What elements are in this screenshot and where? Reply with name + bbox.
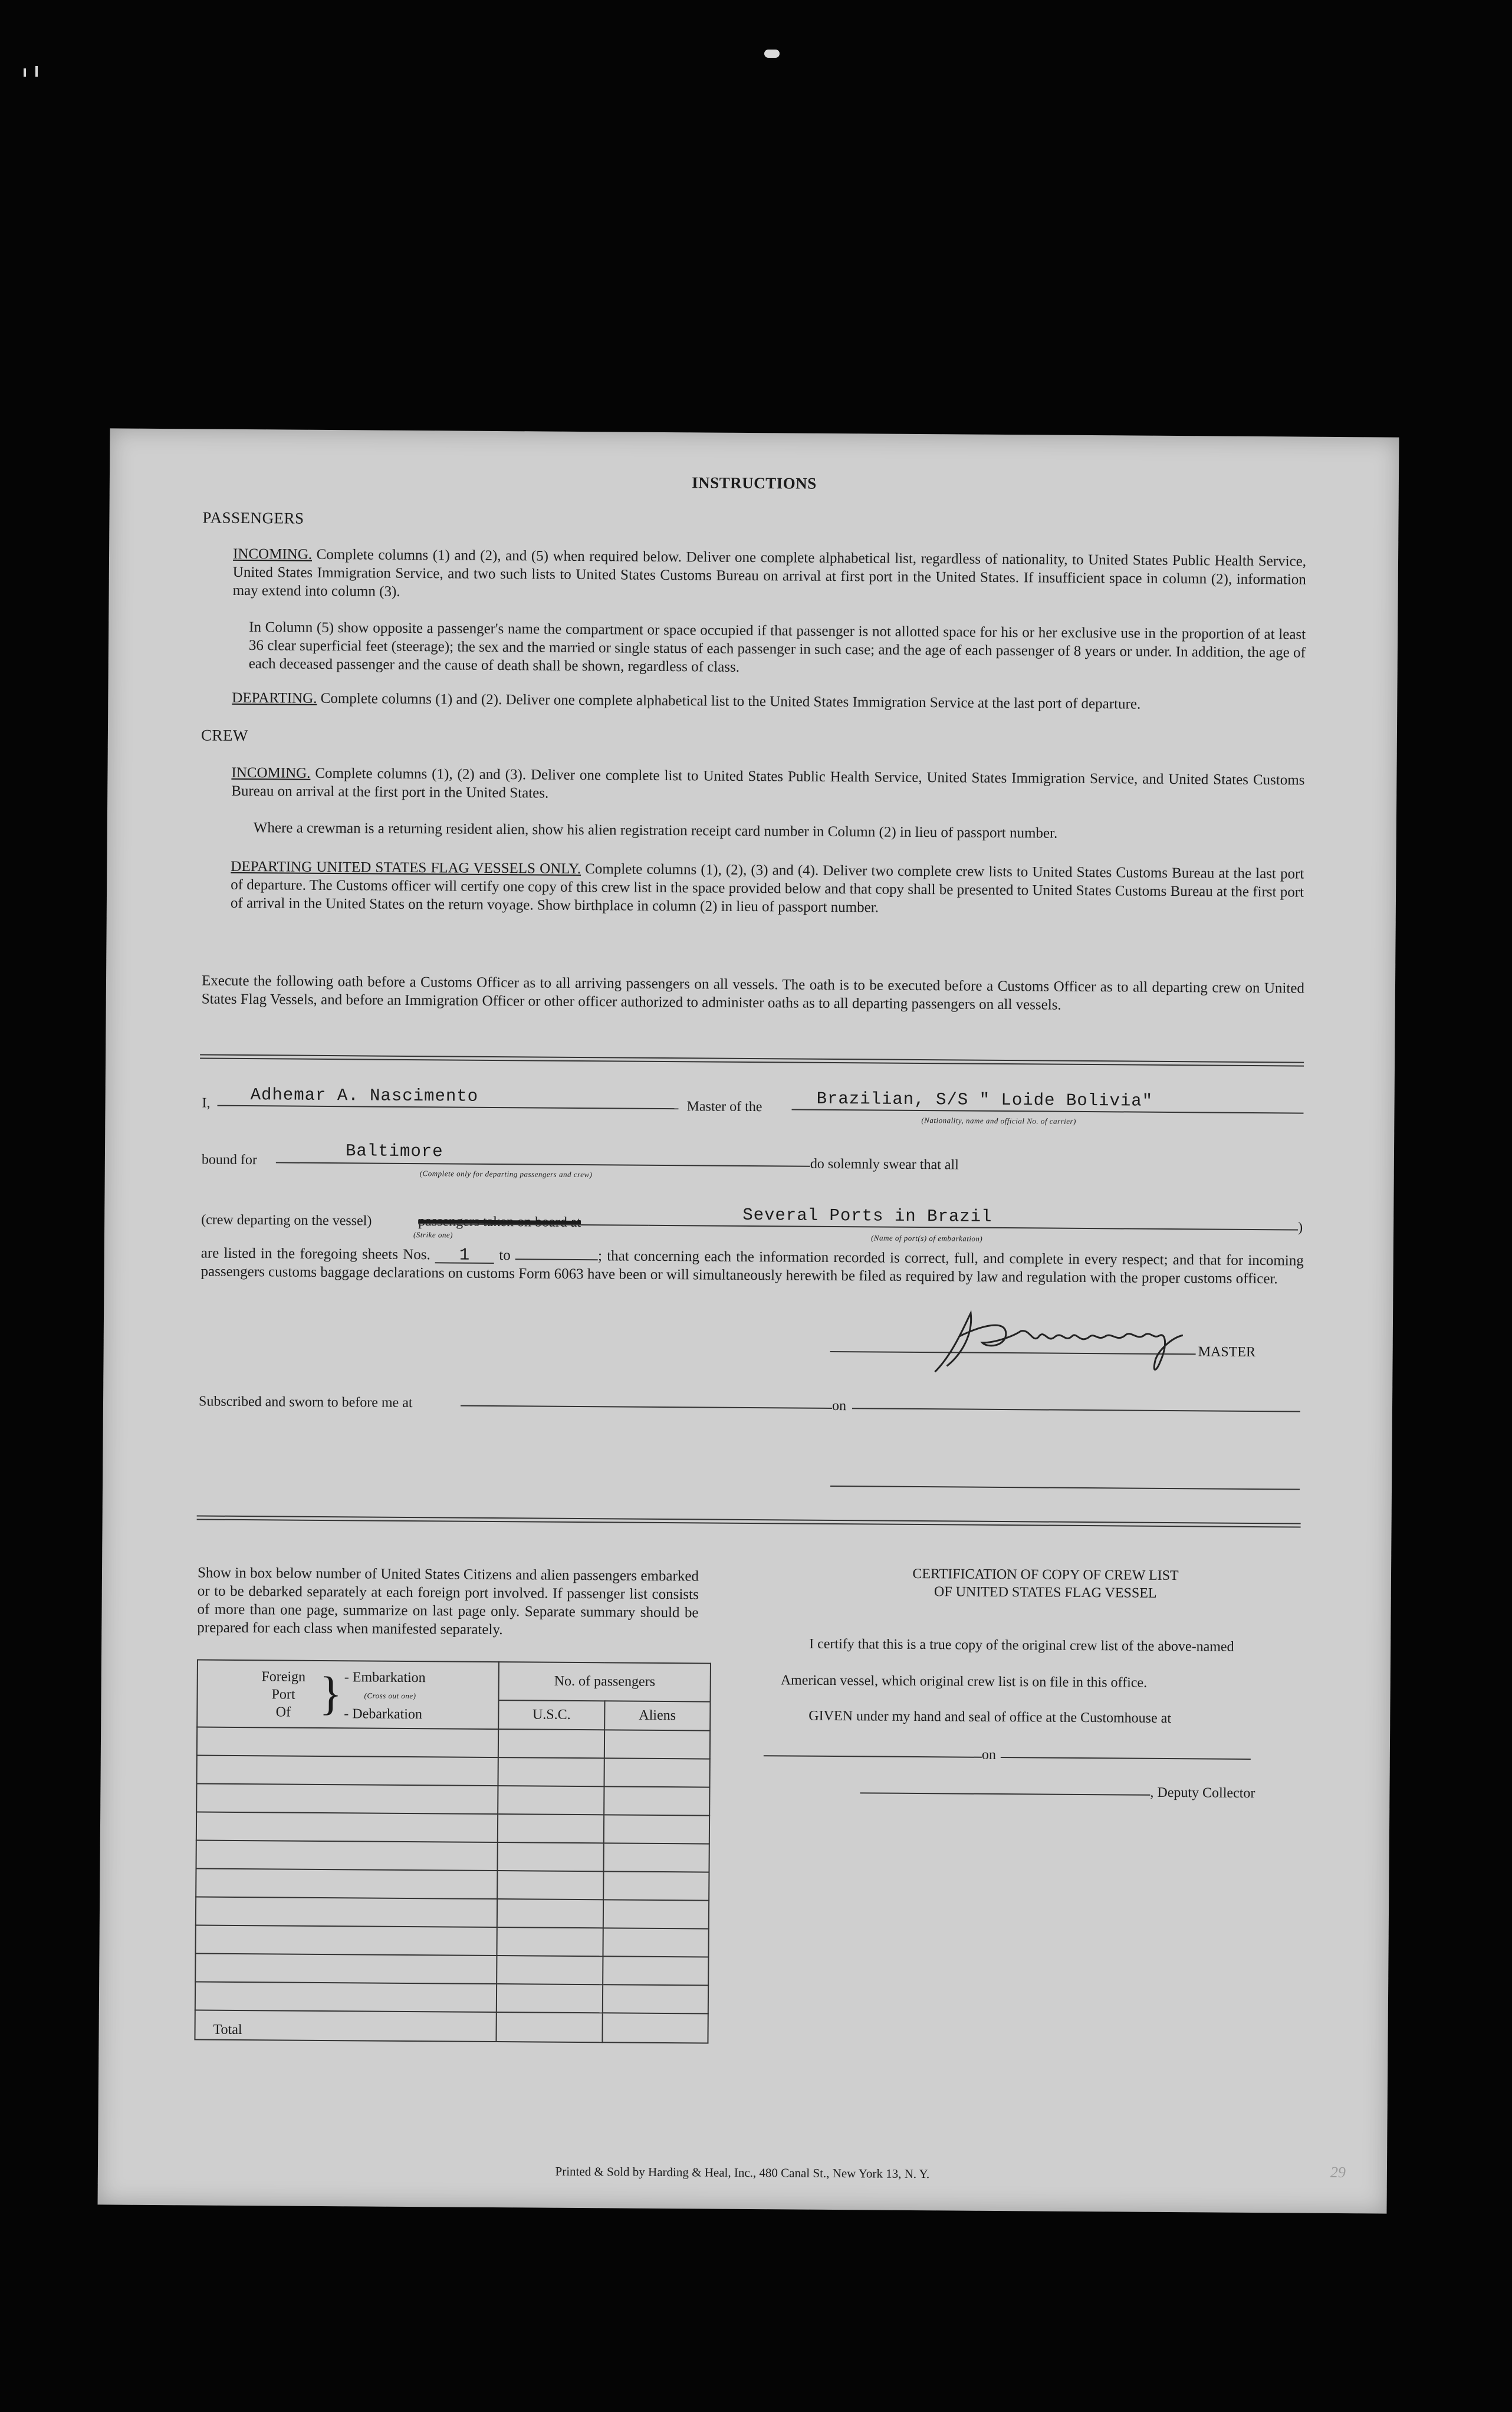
film-speck bbox=[35, 66, 38, 77]
foreign-port-header bbox=[197, 1660, 499, 1729]
usc-cell bbox=[497, 1899, 603, 1928]
usc-cell bbox=[497, 1927, 603, 1956]
header-foreign: Foreign bbox=[261, 1669, 306, 1685]
aliens-cell bbox=[604, 1786, 710, 1815]
certification-title-line2: OF UNITED STATES FLAG VESSEL bbox=[934, 1584, 1157, 1601]
table-row bbox=[196, 1812, 709, 1843]
destination-line bbox=[276, 1162, 810, 1166]
sheet-from-value: 1 bbox=[435, 1248, 494, 1264]
header-cross-out: (Cross out one) bbox=[364, 1691, 416, 1701]
subscribed-label: Subscribed and sworn to before me at bbox=[198, 1394, 413, 1411]
sheet-to-label: to bbox=[499, 1247, 511, 1264]
printer-footer: Printed & Sold by Harding & Heal, Inc., 480 Canal St., New York 13, N. Y. bbox=[555, 2164, 930, 2181]
master-signature bbox=[917, 1301, 1201, 1379]
port-cell bbox=[196, 1897, 498, 1927]
aliens-cell bbox=[604, 1815, 710, 1843]
table-row bbox=[196, 1783, 709, 1815]
crew-departing-option: (crew departing on the vessel) bbox=[201, 1212, 372, 1229]
passengers-departing-text: Complete columns (1) and (2). Deliver one complete alphabetical list to the United States Immigration Service at the last port of departure. bbox=[320, 690, 1141, 712]
passenger-summary-table bbox=[194, 1659, 711, 2043]
oath-i-label: I, bbox=[202, 1095, 211, 1111]
sheets-text: ; that concerning each the information recorded is correct, full, and complete in every respect; and that for incoming passengers customs baggage declarations on customs Form 6063 have been or will simultaneously herewith be filed as required by law and regulation with the proper customs officer. bbox=[200, 1248, 1304, 1287]
subscribed-place-line bbox=[461, 1405, 832, 1409]
certification-title-line1: CERTIFICATION OF COPY OF CREW LIST bbox=[912, 1566, 1179, 1584]
aliens-cell bbox=[603, 1956, 709, 1985]
crew-incoming-paragraph bbox=[231, 764, 1304, 808]
master-name-value: Adhemar A. Nascimento bbox=[250, 1085, 479, 1106]
crew-incoming-text: Complete columns (1), (2) and (3). Deliver one complete list to United States Public Health Service, United States Immigration Service, and United States Customs Bureau on arrival at the first port in the United States. bbox=[231, 765, 1305, 801]
passengers-departing-label: DEPARTING. bbox=[232, 689, 317, 706]
passengers-incoming-text: Complete columns (1) and (2), and (5) when required below. Deliver one complete alphabetical list, regardless of nationality, to United States Public Health Service, United States Immigration Service, and two such lists to United States Customs Bureau on arrival at first port in the United States. If insufficient space in column (2), information may extend into column (3). bbox=[232, 546, 1307, 600]
port-cell bbox=[196, 1783, 498, 1814]
certification-on-label: on bbox=[981, 1747, 996, 1763]
certification-text3: GIVEN under my hand and seal of office at the Customhouse at bbox=[808, 1708, 1172, 1727]
oath-intro-paragraph: Execute the following oath before a Customs Officer as to all arriving passengers on all vessels. The oath is to be executed before a Customs Officer as to all departing crew on United States Flag Vessels, and before an Immigration Officer or other officer authorized to administer oaths as to all departing passengers on all vessels. bbox=[201, 972, 1305, 1013]
aliens-cell bbox=[603, 1928, 709, 1957]
struck-passengers-option: passengers taken on board at bbox=[418, 1214, 581, 1231]
deputy-collector-line bbox=[860, 1792, 1150, 1795]
usc-cell bbox=[498, 1757, 604, 1786]
crew-departing-paragraph bbox=[231, 857, 1304, 920]
port-cell bbox=[196, 1868, 498, 1899]
aliens-cell bbox=[603, 1871, 709, 1900]
table-row bbox=[196, 1897, 709, 1928]
total-aliens-cell bbox=[602, 2013, 708, 2043]
ports-caption: (Name of port(s) of embarkation) bbox=[870, 1233, 983, 1243]
certification-text1: I certify that this is a true copy of the original crew list of the above-named bbox=[809, 1636, 1234, 1655]
usc-cell bbox=[498, 1871, 604, 1900]
header-aliens: Aliens bbox=[604, 1701, 711, 1730]
aliens-cell bbox=[604, 1730, 711, 1759]
header-embarkation: - Embarkation bbox=[344, 1670, 426, 1686]
usc-cell bbox=[498, 1729, 604, 1758]
aliens-cell bbox=[603, 1900, 709, 1928]
summary-instructions: Show in box below number of United States Citizens and alien passengers embarked or to be debarked separately at each foreign port involved. If passenger list consists of more than one page, summarize on last page only. Separate summary should be prepared for each class when manifested separately. bbox=[197, 1565, 699, 1638]
aliens-cell bbox=[602, 1984, 708, 2013]
header-usc: U.S.C. bbox=[499, 1700, 605, 1730]
officer-signature-line bbox=[830, 1486, 1300, 1490]
crew-incoming-label: INCOMING. bbox=[231, 764, 311, 781]
passengers-incoming-label: INCOMING. bbox=[232, 546, 313, 563]
usc-cell bbox=[498, 1786, 604, 1815]
section-divider-2 bbox=[197, 1515, 1301, 1527]
crew-list-form-page bbox=[98, 428, 1399, 2213]
film-speck bbox=[24, 68, 26, 77]
usc-cell bbox=[498, 1842, 604, 1871]
usc-cell bbox=[498, 1814, 604, 1843]
total-row bbox=[195, 2010, 708, 2043]
subscribed-date-line bbox=[852, 1408, 1300, 1412]
master-of-label: Master of the bbox=[686, 1099, 762, 1115]
aliens-cell bbox=[603, 1843, 709, 1872]
close-paren: ) bbox=[1298, 1220, 1303, 1235]
port-cell bbox=[195, 1981, 497, 2012]
sheets-paragraph bbox=[200, 1244, 1303, 1289]
customhouse-place-line bbox=[764, 1755, 982, 1758]
table-row bbox=[197, 1727, 710, 1759]
vessel-caption: (Nationality, name and official No. of carrier) bbox=[921, 1116, 1076, 1126]
port-cell bbox=[196, 1840, 498, 1871]
port-cell bbox=[197, 1727, 499, 1757]
column5-paragraph: In Column (5) show opposite a passenger's name the compartment or space occupied if that passenger is not allotted space for his or her exclusive use in the proportion of at least 36 clear superficial feet (steerage); the sex and the married or single status of each passenger in such case; and the age of each passenger of 8 years or under. In addition, the age of each deceased passenger and the cause of death shall be shown, regardless of class. bbox=[248, 619, 1306, 675]
page-mark: 29 bbox=[1330, 2163, 1346, 2181]
deputy-collector-label: , Deputy Collector bbox=[1150, 1785, 1255, 1802]
section-divider bbox=[200, 1054, 1304, 1066]
sheets-label: are listed in the foregoing sheets Nos. bbox=[200, 1245, 430, 1263]
master-label: MASTER bbox=[1198, 1344, 1256, 1361]
port-cell bbox=[195, 1925, 497, 1956]
bound-for-label: bound for bbox=[201, 1152, 257, 1168]
header-port: Port bbox=[271, 1687, 295, 1703]
usc-cell bbox=[497, 1984, 603, 2013]
embarkation-ports-value: Several Ports in Brazil bbox=[742, 1205, 992, 1227]
port-cell bbox=[196, 1812, 498, 1842]
brace-icon: } bbox=[319, 1667, 343, 1720]
destination-caption: (Complete only for departing passengers and crew) bbox=[419, 1169, 593, 1179]
passengers-departing-paragraph bbox=[232, 689, 1305, 715]
header-no-passengers: No. of passengers bbox=[499, 1662, 711, 1702]
swear-text: do solemnly swear that all bbox=[810, 1156, 959, 1173]
table-row bbox=[196, 1840, 709, 1872]
total-usc-cell bbox=[497, 2012, 603, 2042]
vessel-value: Brazilian, S/S " Loide Bolivia" bbox=[816, 1089, 1153, 1111]
crew-departing-label: DEPARTING UNITED STATES FLAG VESSELS ONLY. bbox=[231, 858, 581, 877]
table-row bbox=[196, 1868, 709, 1900]
film-speck bbox=[764, 50, 780, 58]
total-label: Total bbox=[195, 2010, 497, 2042]
destination-value: Baltimore bbox=[345, 1141, 443, 1162]
usc-cell bbox=[497, 1956, 603, 1984]
certification-text2: American vessel, which original crew list is on file in this office. bbox=[780, 1672, 1148, 1691]
crewman-paragraph: Where a crewman is a returning resident alien, show his alien registration receipt card number in Column (2) in lieu of passport number. bbox=[253, 820, 1058, 842]
port-cell bbox=[195, 1953, 497, 1984]
subscribed-on-label: on bbox=[831, 1398, 847, 1414]
crew-heading: CREW bbox=[200, 726, 249, 745]
instructions-title: INSTRUCTIONS bbox=[692, 474, 817, 492]
crew-departing-text: Complete columns (1), (2), (3) and (4). Deliver two complete crew lists to United States Customs Bureau at the last port of departure. The Customs officer will certify one copy of this crew list in the space provided below and that copy shall be presented to United States Customs Bureau at the first port of arrival in the United States on the return voyage. Show birthplace in column (2) in lieu of passport number. bbox=[230, 861, 1304, 916]
table-row bbox=[195, 1925, 708, 1957]
passengers-heading: PASSENGERS bbox=[202, 508, 304, 527]
table-row bbox=[195, 1953, 708, 1985]
passengers-incoming-paragraph bbox=[233, 545, 1307, 607]
header-debarkation: - Debarkation bbox=[344, 1706, 423, 1723]
sheet-to-blank bbox=[515, 1247, 598, 1260]
header-of: Of bbox=[275, 1704, 291, 1720]
customhouse-date-line bbox=[1001, 1757, 1251, 1760]
aliens-cell bbox=[604, 1758, 710, 1787]
strike-caption: (Strike one) bbox=[413, 1230, 453, 1240]
port-cell bbox=[197, 1755, 499, 1786]
table-row bbox=[195, 1981, 708, 2013]
table-row bbox=[197, 1755, 710, 1787]
